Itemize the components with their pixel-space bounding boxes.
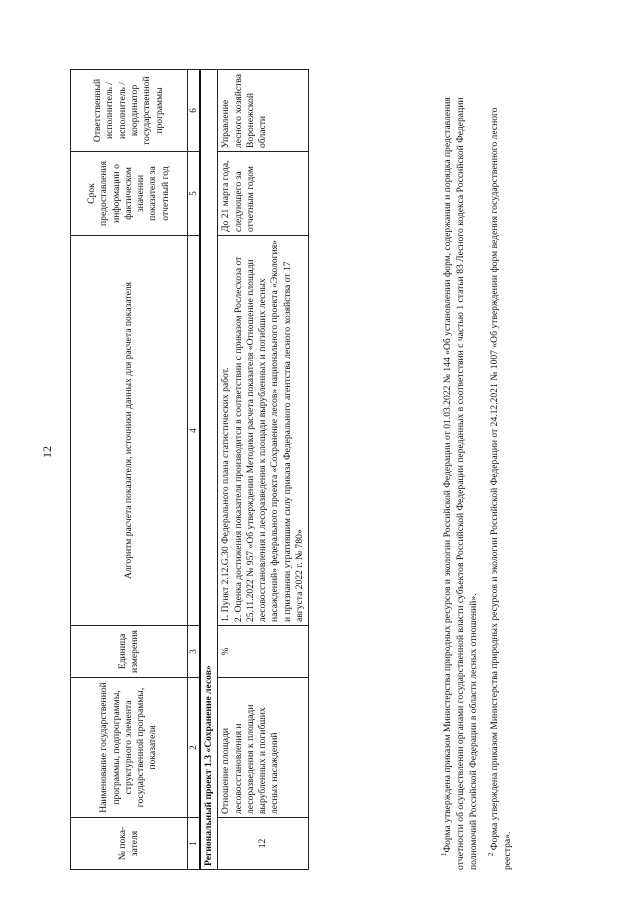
footnote-text: Форма утверждена приказом Министерства природных ресурсов и экологии Российской Федерации от 24.12.2021 № 1007 «Об утверждении форм ведения государственного лесного реестра».	[489, 107, 514, 870]
section-row	[200, 70, 218, 870]
column-number: 6	[188, 70, 201, 152]
section-title: Региональный проект 1.3 «Сохранение лесов»	[200, 70, 218, 870]
table-row	[218, 70, 309, 870]
footnote-mark: 2	[487, 852, 495, 856]
column-number-row	[188, 70, 201, 870]
header-cell: Срок предоставления информации о фактическом значении показателя за отчетный год	[71, 152, 188, 236]
column-number: 3	[188, 626, 201, 678]
indicator-number: 12	[218, 818, 309, 870]
indicator-table	[70, 69, 309, 870]
column-number: 4	[188, 236, 201, 626]
column-number: 1	[188, 818, 201, 870]
table-header-row	[71, 70, 188, 870]
rotated-page	[40, 12, 600, 892]
indicator-unit: %	[218, 626, 309, 678]
header-cell: Ответственный исполнитель / исполнитель / координатор государственной программы	[71, 70, 188, 152]
footnote-text: Форма утверждена приказом Министерства природных ресурсов и экологии Российской Федерации от 01.03.2022 № 144 «Об установлении форм, содержания и порядка представления отчетности об осуществлении органами государственной власти субъектов Российской Федерации переданных в соответствии с частью 1 статьи 83 Лесного кодекса Российской Федерации полномочий Российской Федерации в области лесных отношений».	[442, 97, 480, 870]
indicator-deadline: До 21 марта года, следующего за отчетным годом	[218, 152, 309, 236]
indicator-responsible: Управление лесного хозяйства Воронежской области	[218, 70, 309, 152]
page-number: 12	[40, 446, 54, 458]
footnote-mark: 1	[440, 852, 448, 856]
footnote	[440, 70, 481, 870]
footnotes	[440, 70, 521, 870]
column-number: 2	[188, 678, 201, 818]
header-cell: Единица измерения	[71, 626, 188, 678]
footnote	[487, 70, 515, 870]
indicator-name: Отношение площади лесовосстановления и лесоразведения к площади вырубленных и погибших лесных насаждений	[218, 678, 309, 818]
header-cell: Алгоритм расчета показателя, источники данных для расчета показателя	[71, 236, 188, 626]
indicator-algorithm: 1. Пункт 2.12.G.30 Федерального плана статистических работ. 2. Оценка достижения показателя производится в соответствии с приказом Рослесхоза от 25.11.2022 № 957 «Об утверждении Методики расчета показателя «Отношение площади лесовосстановления и лесоразведения к площади вырубленных и погибших лесных насаждений» федерального проекта «Сохранение лесов» национального проекта «Экология» и признании утратившим силу приказа Федерального агентства лесного хозяйства от 17 августа 2022 г. № 780»	[218, 236, 309, 626]
header-cell: № пока-зателя	[71, 818, 188, 870]
header-cell: Наименование государственной программы, подпрограммы, структурного элемента государственной программы, показателя	[71, 678, 188, 818]
column-number: 5	[188, 152, 201, 236]
